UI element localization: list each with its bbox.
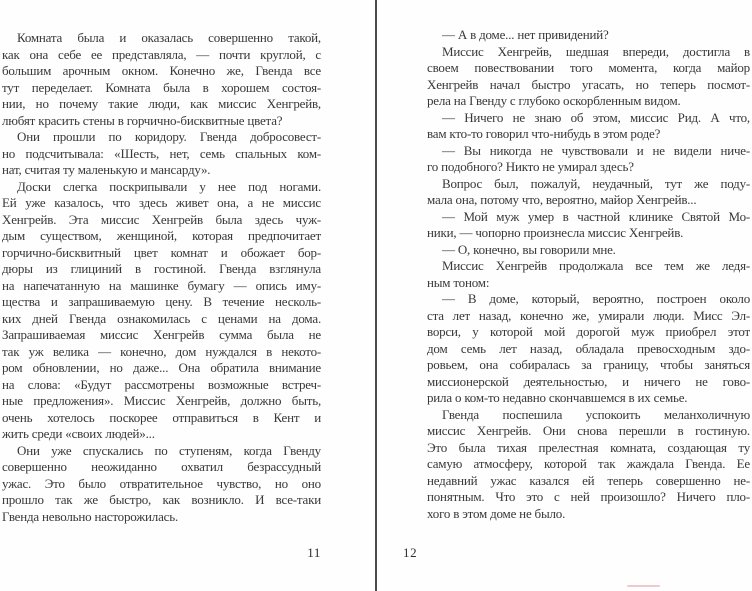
text-line: своем повествовании того момента, когда майор — [427, 60, 750, 75]
paragraph — [427, 110, 750, 143]
text-line: го подобного? Никто не умирал здесь? — [427, 159, 634, 174]
text-line: Миссис Хенгрейв продолжала все тем же ледя- — [442, 258, 750, 273]
text-line: Ей уже казалось, что здесь живет она, а не миссис — [2, 195, 321, 210]
page-divider — [375, 0, 377, 591]
paragraph — [2, 129, 321, 179]
text-line: дом семь лет назад, обладала превосходным здо- — [427, 340, 750, 356]
paragraph — [427, 44, 750, 110]
text-line: Хенгрейв начал быстро угасать, но теперь посмот- — [427, 76, 750, 92]
text-line: миссионерской деятельностью, и ничего не гово- — [427, 373, 750, 389]
text-line: очень хотелось поскорее отправиться в Кент и — [2, 409, 321, 425]
text-line: жить среди «своих людей»... — [2, 426, 155, 441]
text-line: Комната была и оказалась совершенно такой, — [17, 30, 321, 45]
text-line: — Вы никогда не чувствовали и не видели ниче- — [442, 142, 750, 158]
paragraph — [427, 291, 750, 407]
page-number-right: 12 — [403, 545, 418, 560]
text-line: ужас. Это было отвратительное чувство, но оно — [2, 475, 321, 491]
text-line: Они уже спускались по ступеням, когда Гвенду — [17, 442, 321, 458]
text-line: ным тоном: — [427, 274, 490, 290]
page-right-text — [427, 27, 750, 522]
text-line: ром обновлении, но даже... Она обратила внимание — [2, 360, 321, 375]
text-line: тут переделает. Комната была в хорошем состоя- — [2, 79, 321, 95]
text-line: — А в доме... нет привидений? — [442, 27, 609, 42]
text-line: нат, считая ту маленькую и мансарду». — [2, 162, 211, 177]
text-line: любят красить стены в горчично-бисквитные цвета? — [2, 112, 283, 128]
paragraph — [2, 179, 321, 443]
text-line: щества и запрашиваемую цену. В течение несколь- — [2, 294, 321, 309]
text-line: мала она, потому что, вероятно, майор Хенгрейв... — [427, 192, 697, 207]
text-line: хого в этом доме не было. — [427, 505, 566, 521]
text-line: ста лет назад, конечно же, умирали люди. Мисс Эл- — [427, 307, 750, 323]
text-line: как она себе ее представляла, — почти круглой, с — [2, 46, 321, 62]
text-line: рела на Гвенду с глубоко оскорбленным видом. — [427, 93, 681, 108]
text-line: горчично-бисквитный цвет комнат и обожает бор- — [2, 244, 321, 260]
text-line: прошло так же быстро, как возникло. И все-таки — [2, 492, 321, 507]
text-line: дым существом, женщиной, которая предпочитает — [2, 228, 321, 243]
text-line: Вопрос был, пожалуй, неудачный, тут же поду- — [442, 175, 750, 191]
text-line: недавний ужас казался ей теперь совершенно не- — [427, 472, 750, 488]
page-number-left: 11 — [307, 545, 321, 560]
paragraph — [427, 258, 750, 291]
page-left-text — [2, 30, 321, 525]
paragraph — [427, 242, 750, 259]
text-line: — В доме, который, вероятно, построен около — [442, 291, 750, 306]
text-line: совершенно неожиданно охватил безрассудный — [2, 459, 321, 474]
text-line: на напечатанную на машинке бумагу — опись иму- — [2, 277, 321, 293]
page-left[interactable] — [2, 30, 321, 561]
text-line: — О, конечно, вы говорили мне. — [442, 241, 616, 257]
paragraph — [427, 407, 750, 523]
text-line: понятным. Что это с ней произошло? Ничего пло- — [427, 489, 750, 504]
paragraph — [427, 27, 750, 44]
text-line: Это была тихая прелестная комната, создающая ту — [427, 439, 750, 455]
text-line: миссис Хенгрейв. Они снова перешли в гостиную. — [427, 423, 750, 438]
text-line: Запрашиваемая миссис Хенгрейв сумма была не — [2, 327, 321, 342]
paragraph — [427, 143, 750, 176]
text-line: на слова: «Будут рассмотрены возможные встреч- — [2, 376, 321, 392]
progress-tick — [627, 585, 660, 587]
text-line: ровьем, она собиралась за границу, чтобы заняться — [427, 357, 750, 372]
paragraph — [427, 176, 750, 209]
text-line: ные предложения». Миссис Хенгрейв, должно быть, — [2, 393, 321, 408]
text-line: Гвенда невольно насторожилась. — [2, 508, 179, 524]
text-line: дюры из глициний в гостиной. Гвенда взглянула — [2, 261, 321, 276]
text-line: Доски слегка поскрипывали у нее под ногами. — [17, 178, 321, 194]
paragraph — [2, 443, 321, 526]
text-line: но подсчитывала: «Шесть, нет, семь спальных ком- — [2, 145, 321, 161]
text-line: вам кто-то говорил что-нибудь в этом роде? — [427, 126, 661, 141]
text-line: — Мой муж умер в частной клинике Святой Мо- — [442, 208, 750, 224]
text-line: Хенгрейв. Эта миссис Хенгрейв была здесь чуж- — [2, 211, 321, 227]
text-line: Миссис Хенгрейв, шедшая впереди, достигла в — [442, 43, 750, 59]
text-line: ких дней Гвенда ознакомилась с ценами на дома. — [2, 310, 321, 326]
text-line: — Ничего не знаю об этом, миссис Рид. А что, — [442, 109, 750, 125]
paragraph — [427, 209, 750, 242]
text-line: ники, — чопорно произнесла миссис Хенгрейв. — [427, 225, 684, 240]
paragraph — [2, 30, 321, 129]
page-right[interactable] — [403, 27, 750, 561]
text-line: нии, но почему такие люди, как миссис Хенгрейв, — [2, 96, 321, 111]
text-line: Они прошли по коридору. Гвенда добросовест- — [17, 129, 321, 144]
text-line: рила о ком-то недавно скончавшемся в их семье. — [427, 390, 688, 405]
text-line: Гвенда поспешила успокоить меланхоличную — [442, 406, 750, 422]
text-line: так уж велика — конечно, дом нуждался в некото- — [2, 343, 321, 359]
text-line: самую атмосферу, которой так жаждала Гвенда. Ее — [427, 456, 750, 471]
text-line: ворси, у которой мой дорогой муж приобрел этот — [427, 324, 750, 339]
text-line: большим арочным окном. Конечно же, Гвенда все — [2, 63, 321, 78]
